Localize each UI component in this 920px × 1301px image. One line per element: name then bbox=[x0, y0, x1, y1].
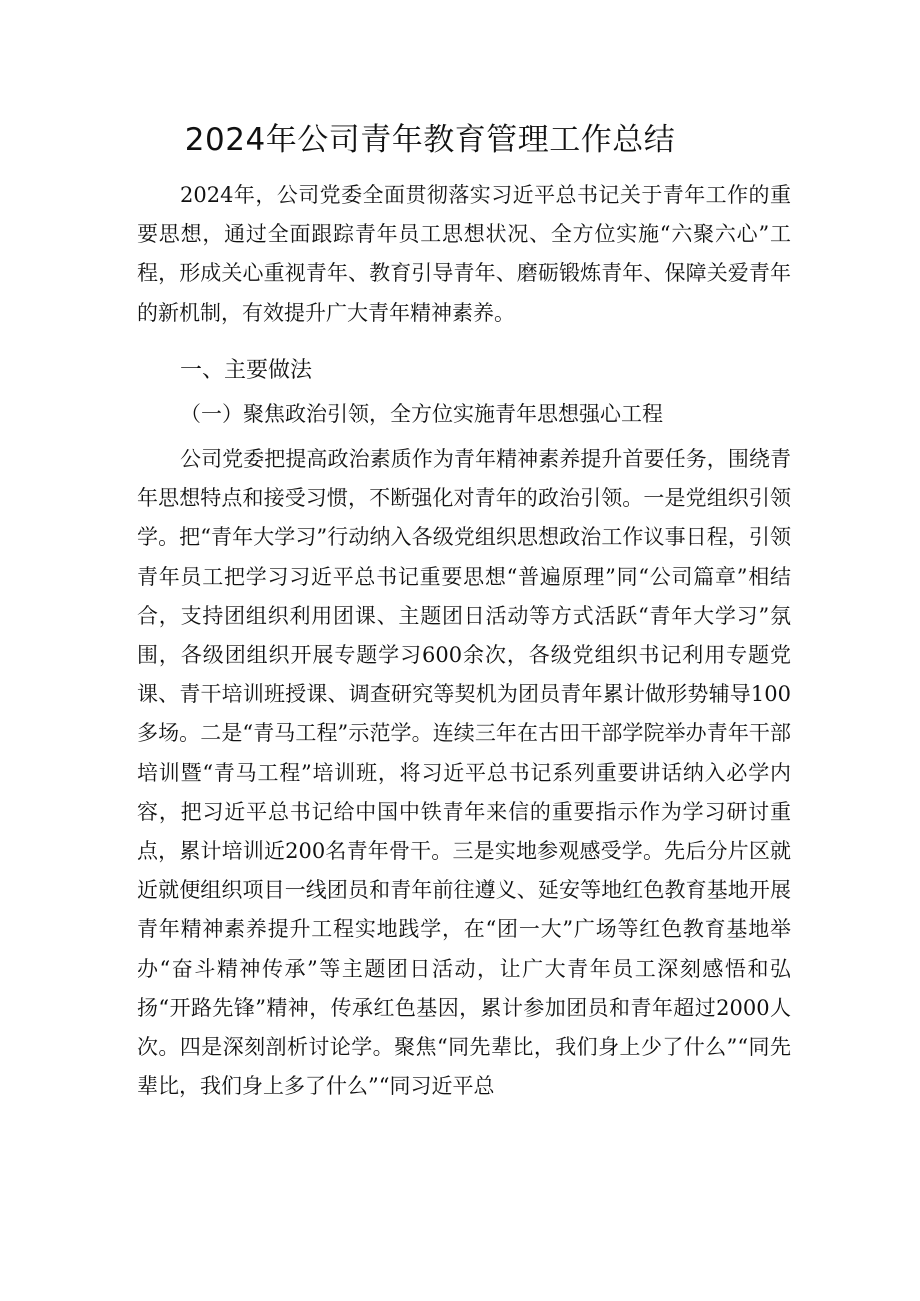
section-heading: 一、主要做法 bbox=[180, 358, 313, 383]
document-title: 2024年公司青年教育管理工作总结 bbox=[184, 122, 676, 158]
subsection-body-paragraph: 公司党委把提高政治素质作为青年精神素养提升首要任务，围绕青年思想特点和接受习惯，不断强化对青年的政治引领。一是党组织引领学。把“青年大学习”行动纳入各级党组织思想政治工作议事日程，引领青年员工把学习习近平总书记重要思想“普遍原理”同“公司篇章”相结合，支持团组织利用团课、主题团日活动等方式活跃“青年大学习”氛围，各级团组织开展专题学习600余次，各级党组织书记利用专题党课、青干培训班授课、调查研究等契机为团员青年累计做形势辅导100多场。二是“青马工程”示范学。连续三年在古田干部学院举办青年干部培训暨“青马工程”培训班，将习近平总书记系列重要讲话纳入必学内容，把习近平总书记给中国中铁青年来信的重要指示作为学习研讨重点，累计培训近200名青年骨干。三是实地参观感受学。先后分片区就近就便组织项目一线团员和青年前往遵义、延安等地红色教育基地开展青年精神素养提升工程实地践学，在“团一大”广场等红色教育基地举办“奋斗精神传承”等主题团日活动，让广大青年员工深刻感悟和弘扬“开路先锋”精神，传承红色基因，累计参加团员和青年超过2000人次。四是深刻剖析讨论学。聚焦“同先辈比，我们身上少了什么”“同先辈比，我们身上多了什么”“同习近平总 bbox=[137, 447, 791, 1099]
intro-paragraph: 2024年，公司党委全面贯彻落实习近平总书记关于青年工作的重要思想，通过全面跟踪青年员工思想状况、全方位实施“六聚六心”工程，形成关心重视青年、教育引导青年、磨砺锻炼青年、保障关爱青年的新机制，有效提升广大青年精神素养。 bbox=[137, 183, 791, 325]
subsection-heading: （一）聚焦政治引领，全方位实施青年思想强心工程 bbox=[180, 402, 663, 426]
